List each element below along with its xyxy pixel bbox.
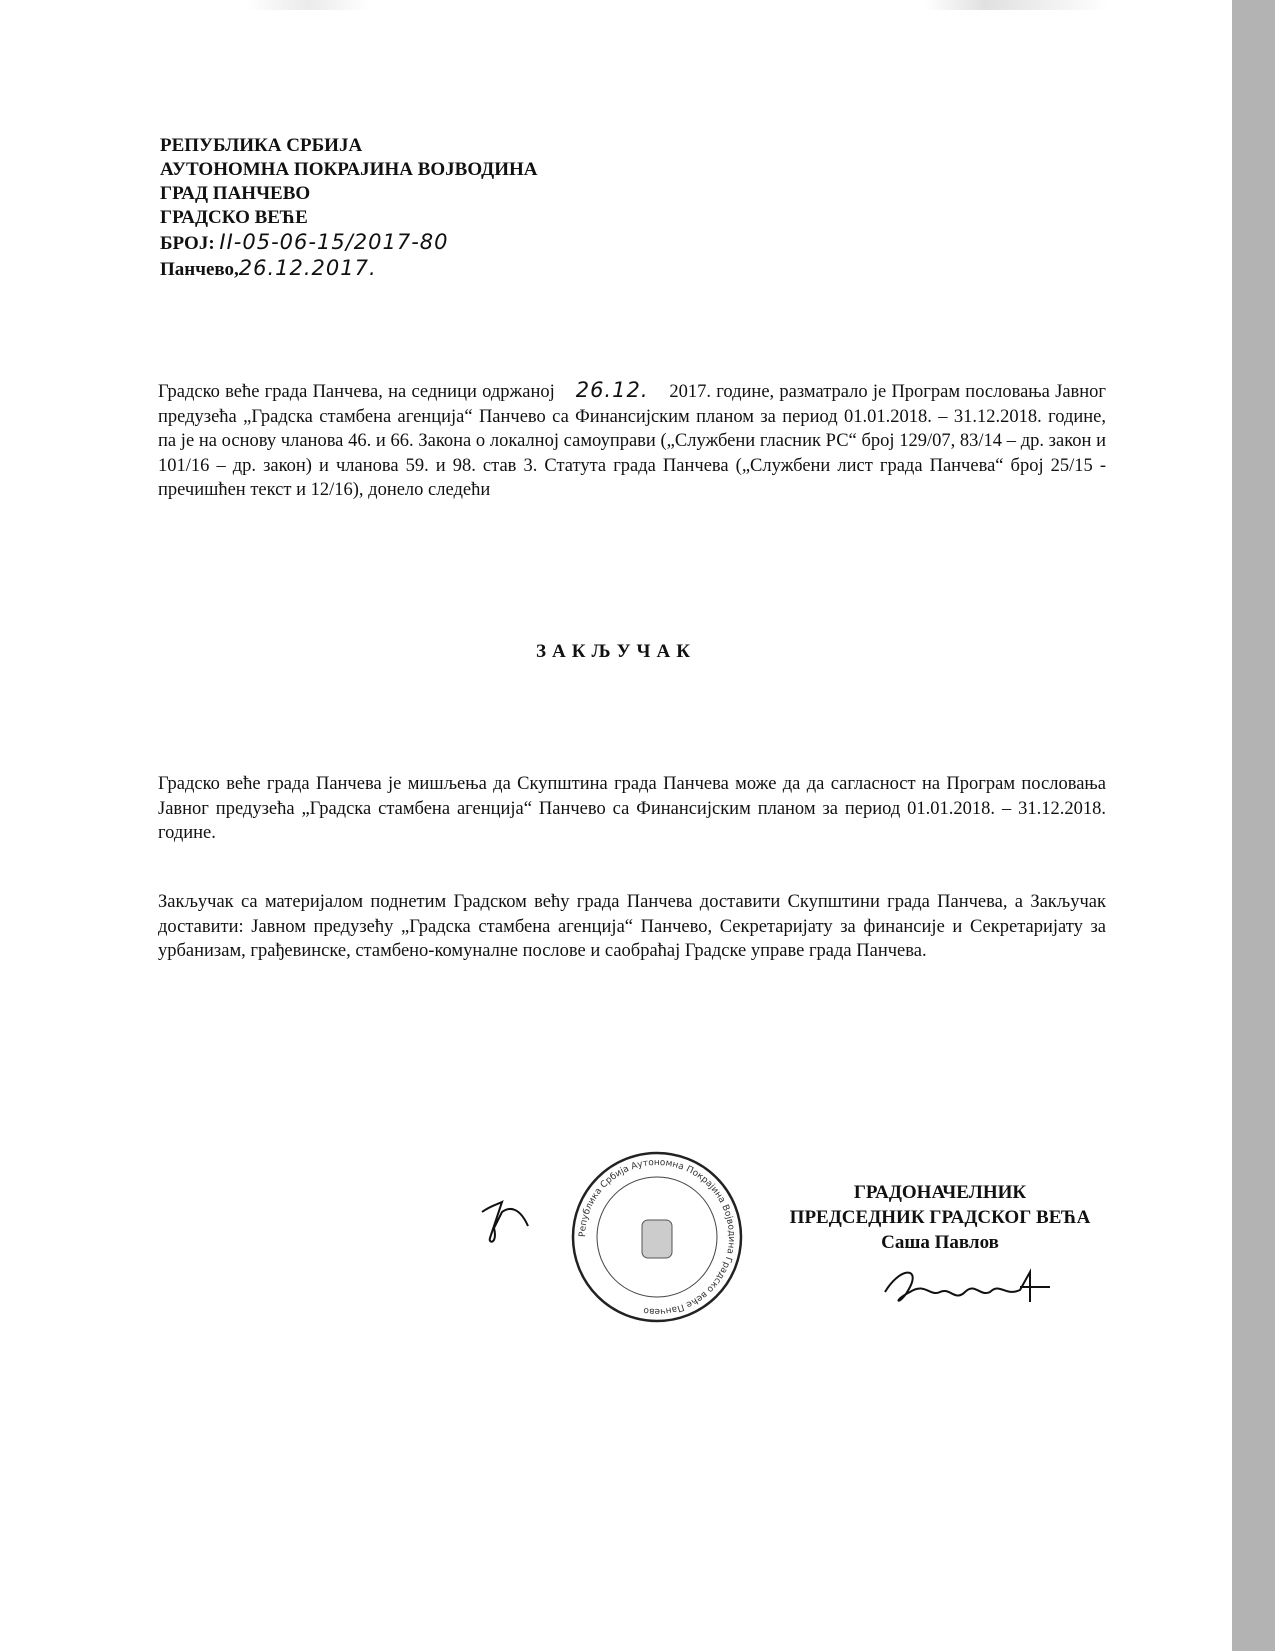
header-city: ГРАД ПАНЧЕВО xyxy=(160,183,311,204)
intro-rest: 2017. године, разматрало је Програм пословања Јавног предузећа „Градска стамбена агенција“ Панчево са Финансијским планом за период 01.01.2018. – 31.12.2018. године, па је на основу чланова 46. и 66. Закона о локалној самоуправи („Службени гласник РС“ број 129/07, 83/14 – др. закон и 101/16 – др. закон) и чланова 59. и 98. став 3. Статута града Панчева („Службени лист града Панчева“ број 25/15 - пречишћен текст и 12/16), донело следећи xyxy=(158,382,1107,500)
intro-paragraph xyxy=(158,378,1106,503)
handwritten-signature xyxy=(880,1262,1060,1322)
signature-block xyxy=(760,1180,1120,1255)
date-value: 26.12.2017. xyxy=(238,256,377,280)
header-number xyxy=(160,230,538,256)
header-republic: РЕПУБЛИКА СРБИЈА xyxy=(160,135,363,156)
signatory-role-mayor: ГРАДОНАЧЕЛНИК xyxy=(853,1182,1027,1203)
initials-signature xyxy=(480,1198,540,1248)
scan-margin xyxy=(1232,0,1275,1651)
stamp-text: Република Србија Аутономна Покрајина Војводина Градско веће Панчево xyxy=(577,1157,737,1317)
document-title: ЗАКЉУЧАК xyxy=(536,641,696,662)
signatory-role-president: ПРЕДСЕДНИК ГРАДСКОГ ВЕЋА xyxy=(789,1207,1091,1228)
header-council: ГРАДСКО ВЕЋЕ xyxy=(160,207,308,228)
handwritten-date: 26.12. xyxy=(575,378,649,402)
official-stamp xyxy=(570,1150,745,1325)
header-province: АУТОНОМНА ПОКРАЈИНА ВОЈВОДИНА xyxy=(160,159,538,180)
number-value: II-05-06-15/2017-80 xyxy=(219,230,449,254)
intro-start: Градско веће града Панчева, на седници одржаној xyxy=(158,382,555,402)
header-place-date xyxy=(160,256,538,282)
number-label: БРОЈ: xyxy=(160,233,215,254)
conclusion-paragraph: Градско веће града Панчева је мишљења да Скупштина града Панчева може да да сагласност на Програм пословања Јавног предузећа „Градска стамбена агенција“ Панчево са Финансијским планом за период 01.01.2018. – 31.12.2018. године. xyxy=(158,774,1106,843)
delivery-paragraph: Закључак са материјалом поднетим Градском већу града Панчева доставити Скупштини града Панчева, а Закључак доставити: Јавном предузећу „Градска стамбена агенција“ Панчево, Секретаријату за финансије и Секретаријату за урбанизам, грађевинске, стамбено-комуналне послове и саобраћај Градске управе града Панчева. xyxy=(158,892,1106,961)
signatory-name: Саша Павлов xyxy=(881,1232,999,1253)
scan-artifact xyxy=(0,0,1232,10)
place-label: Панчево, xyxy=(160,259,239,280)
document-header xyxy=(160,134,538,282)
